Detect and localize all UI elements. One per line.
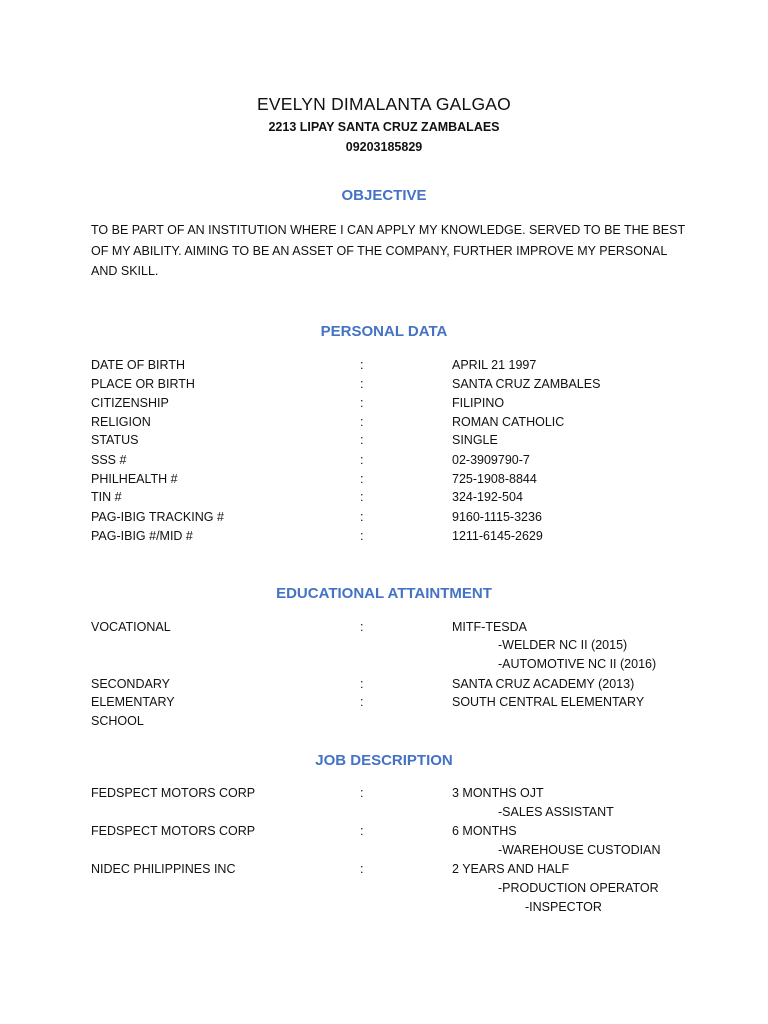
row-label: STATUS xyxy=(91,433,139,447)
personal-row-tin xyxy=(0,490,768,509)
personal-row-pagibig-tracking xyxy=(0,510,768,529)
row-value: 324-192-504 xyxy=(452,490,523,504)
row-colon: : xyxy=(360,824,364,838)
objective-text: TO BE PART OF AN INSTITUTION WHERE I CAN APPLY MY KNOWLEDGE. SERVED TO BE THE BEST OF MY ABILITY. AIMING TO BE AN ASSET OF THE COMPANY, FURTHER IMPROVE MY PERSONAL AND SKILL. xyxy=(91,223,685,279)
row-label: SECONDARY xyxy=(91,677,170,691)
row-value: APRIL 21 1997 xyxy=(452,358,537,372)
job-row xyxy=(0,862,768,881)
job-role: -WAREHOUSE CUSTODIAN xyxy=(498,843,661,857)
row-label: PAG-IBIG TRACKING # xyxy=(91,510,224,524)
row-value: 725-1908-8844 xyxy=(452,472,537,486)
personal-data-heading: PERSONAL DATA xyxy=(320,323,448,340)
row-value: FILIPINO xyxy=(452,396,505,410)
personal-row-date-of-birth xyxy=(0,358,768,377)
row-value: SOUTH CENTRAL ELEMENTARY xyxy=(452,695,645,709)
row-colon: : xyxy=(360,453,364,467)
job-duration: 6 MONTHS xyxy=(452,824,517,838)
row-value: 02-3909790-7 xyxy=(452,453,530,467)
personal-row-status xyxy=(0,433,768,452)
row-colon: : xyxy=(360,433,364,447)
elementary-label-continued: SCHOOL xyxy=(91,714,144,728)
row-label: PHILHEALTH # xyxy=(91,472,178,486)
job-company: FEDSPECT MOTORS CORP xyxy=(91,824,256,838)
job-role: -SALES ASSISTANT xyxy=(498,805,614,819)
row-label: PAG-IBIG #/MID # xyxy=(91,529,193,543)
vocational-item: -WELDER NC II (2015) xyxy=(498,638,628,652)
job-role: -INSPECTOR xyxy=(525,900,602,914)
row-label: VOCATIONAL xyxy=(91,620,171,634)
education-row-secondary xyxy=(0,677,768,696)
row-value: SINGLE xyxy=(452,433,498,447)
row-label: ELEMENTARY xyxy=(91,695,175,709)
row-colon: : xyxy=(360,695,364,709)
row-colon: : xyxy=(360,620,364,634)
personal-row-sss xyxy=(0,453,768,472)
row-value: ROMAN CATHOLIC xyxy=(452,415,565,429)
education-heading: EDUCATIONAL ATTAINTMENT xyxy=(276,585,492,602)
row-label: PLACE OR BIRTH xyxy=(91,377,195,391)
job-row xyxy=(0,786,768,805)
row-colon: : xyxy=(360,529,364,543)
applicant-address: 2213 LIPAY SANTA CRUZ ZAMBALAES xyxy=(268,120,500,134)
row-colon: : xyxy=(360,415,364,429)
row-value: MITF-TESDA xyxy=(452,620,527,634)
row-colon: : xyxy=(360,786,364,800)
education-row-elementary xyxy=(0,695,768,714)
personal-row-citizenship xyxy=(0,396,768,415)
job-description-heading: JOB DESCRIPTION xyxy=(315,752,453,769)
personal-row-philhealth xyxy=(0,472,768,491)
job-duration: 3 MONTHS OJT xyxy=(452,786,544,800)
row-colon: : xyxy=(360,396,364,410)
row-label: TIN # xyxy=(91,490,122,504)
row-colon: : xyxy=(360,472,364,486)
row-colon: : xyxy=(360,490,364,504)
vocational-item: -AUTOMOTIVE NC II (2016) xyxy=(498,657,657,671)
row-label: DATE OF BIRTH xyxy=(91,358,185,372)
applicant-name: EVELYN DIMALANTA GALGAO xyxy=(257,94,511,114)
row-label: CITIZENSHIP xyxy=(91,396,169,410)
job-company: FEDSPECT MOTORS CORP xyxy=(91,786,256,800)
job-duration: 2 YEARS AND HALF xyxy=(452,862,570,876)
personal-row-pagibig-mid xyxy=(0,529,768,548)
job-row xyxy=(0,824,768,843)
row-value: 9160-1115-3236 xyxy=(452,510,542,524)
personal-row-religion xyxy=(0,415,768,434)
row-value: 1211-6145-2629 xyxy=(452,529,543,543)
job-role: -PRODUCTION OPERATOR xyxy=(498,881,659,895)
row-label: RELIGION xyxy=(91,415,151,429)
education-row-vocational xyxy=(0,620,768,639)
personal-row-place-of-birth xyxy=(0,377,768,396)
row-colon: : xyxy=(360,677,364,691)
row-value: SANTA CRUZ ACADEMY (2013) xyxy=(452,677,635,691)
applicant-phone: 09203185829 xyxy=(345,140,423,154)
row-colon: : xyxy=(360,358,364,372)
row-colon: : xyxy=(360,862,364,876)
row-label: SSS # xyxy=(91,453,127,467)
row-colon: : xyxy=(360,377,364,391)
job-company: NIDEC PHILIPPINES INC xyxy=(91,862,236,876)
objective-heading: OBJECTIVE xyxy=(341,187,427,204)
row-colon: : xyxy=(360,510,364,524)
row-value: SANTA CRUZ ZAMBALES xyxy=(452,377,601,391)
